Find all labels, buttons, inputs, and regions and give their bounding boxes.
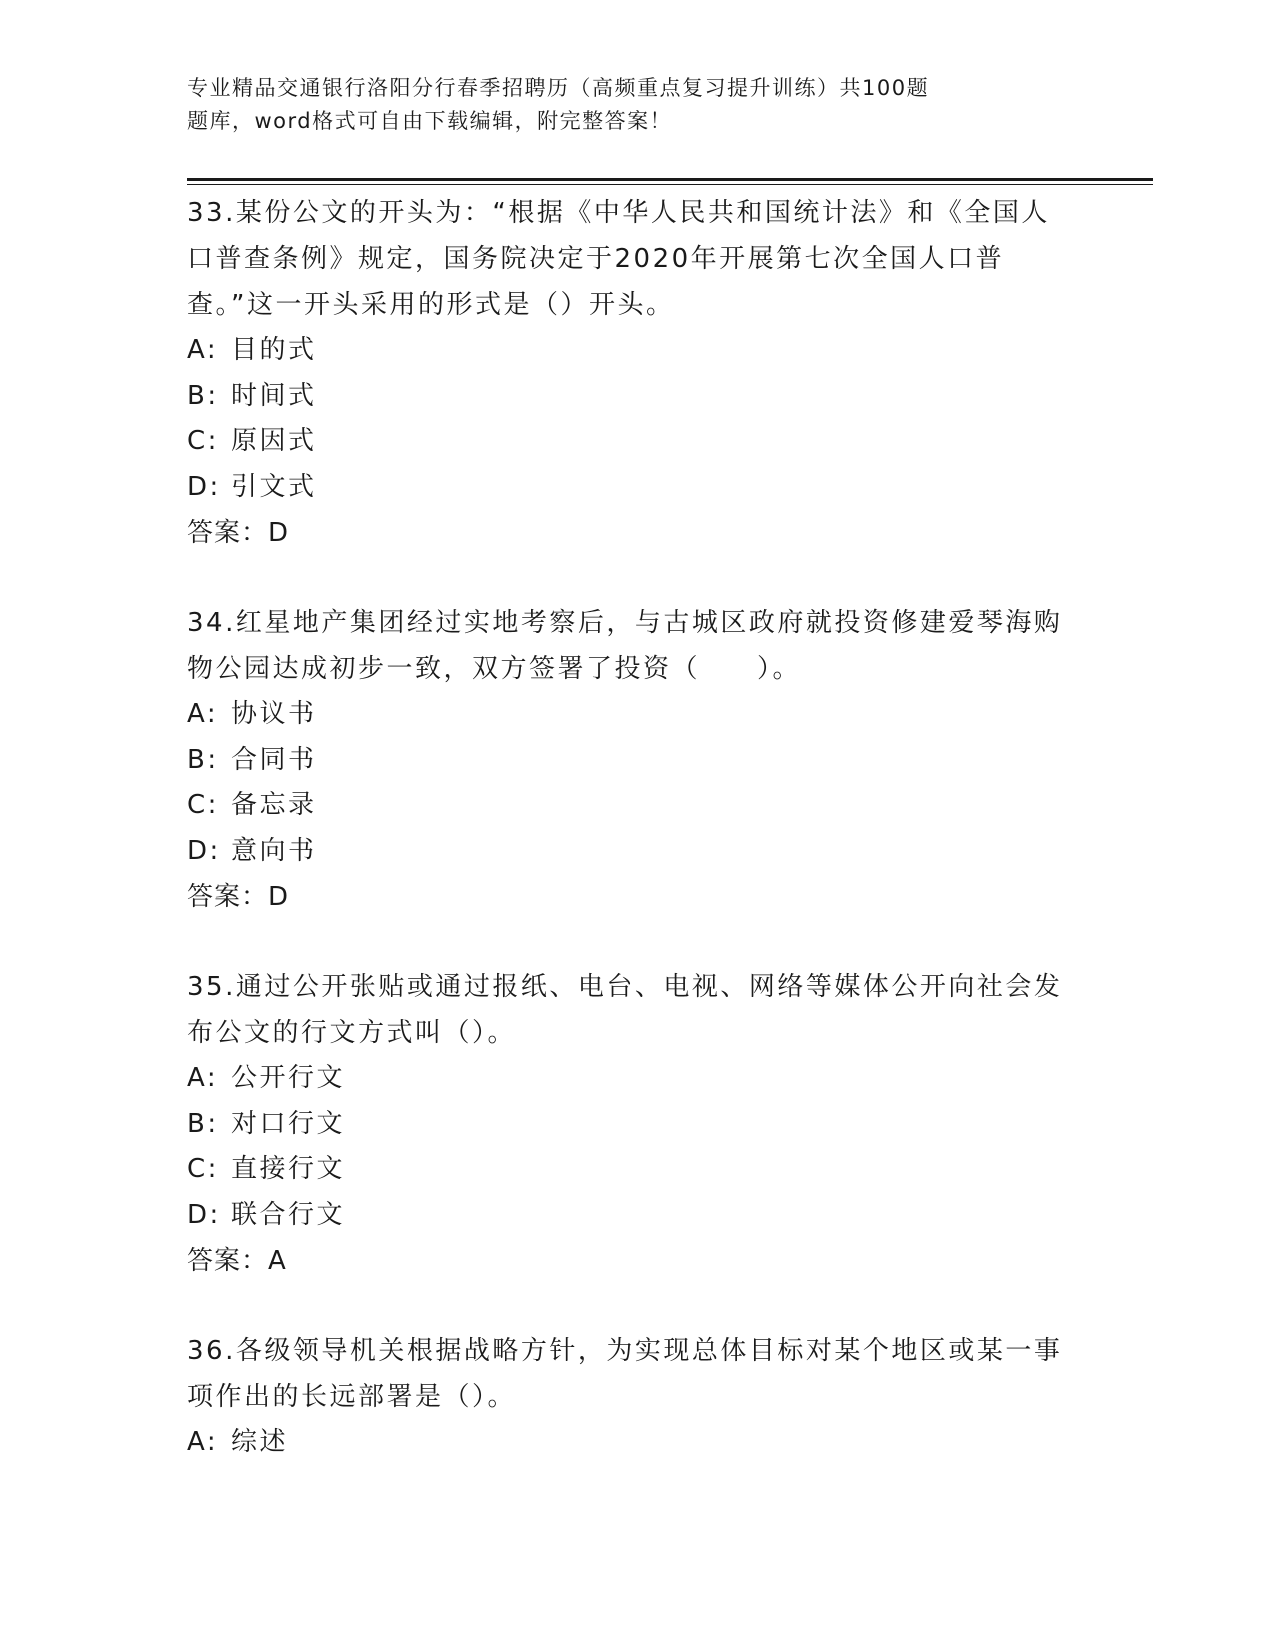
- option-letter: B:: [187, 744, 219, 775]
- question-list: [187, 190, 1077, 1510]
- option-letter: B:: [187, 380, 219, 411]
- option-text: 时间式: [231, 380, 317, 411]
- header-divider-thin: [187, 184, 1153, 185]
- option-c: [187, 419, 1077, 465]
- question-stem: 34.红星地产集团经过实地考察后，与古城区政府就投资修建爱琴海购物公园达成初步一致，双方签署了投资（ ）。: [187, 608, 1063, 684]
- option-letter: B:: [187, 1108, 219, 1139]
- document-header: [187, 72, 1027, 138]
- option-text: 原因式: [231, 426, 317, 456]
- question-34: [187, 600, 1077, 920]
- option-letter: A:: [187, 335, 219, 365]
- option-letter: D:: [187, 1199, 221, 1230]
- option-letter: A:: [187, 1427, 219, 1457]
- question-stem: 33.某份公文的开头为：“根据《中华人民共和国统计法》和《全国人口普查条例》规定，国务院决定于2020年开展第七次全国人口普查。”这一开头采用的形式是（）开头。: [187, 198, 1050, 320]
- option-c: [187, 783, 1077, 829]
- question-35: [187, 964, 1077, 1284]
- option-letter: C:: [187, 790, 219, 820]
- option-text: 公开行文: [231, 1063, 346, 1093]
- option-b: [187, 1102, 1077, 1148]
- header-line-2: 题库，word格式可自由下载编辑，附完整答案！: [187, 109, 673, 133]
- header-divider-thick: [187, 178, 1153, 181]
- option-text: 协议书: [231, 699, 317, 729]
- option-c: [187, 1147, 1077, 1193]
- option-letter: A:: [187, 1063, 219, 1093]
- answer-line: 答案：D: [187, 518, 290, 548]
- option-letter: D:: [187, 471, 221, 502]
- option-d: [187, 829, 1077, 875]
- option-d: [187, 465, 1077, 511]
- option-b: [187, 738, 1077, 784]
- option-letter: D:: [187, 835, 221, 866]
- option-a: [187, 1056, 1077, 1102]
- question-36: [187, 1328, 1077, 1466]
- option-a: [187, 692, 1077, 738]
- option-a: [187, 1420, 1077, 1466]
- option-text: 联合行文: [231, 1199, 346, 1230]
- option-text: 对口行文: [231, 1108, 346, 1139]
- option-text: 目的式: [231, 335, 317, 365]
- option-text: 直接行文: [231, 1154, 346, 1184]
- question-stem: 35.通过公开张贴或通过报纸、电台、电视、网络等媒体公开向社会发布公文的行文方式叫（）。: [187, 972, 1063, 1048]
- option-d: [187, 1193, 1077, 1239]
- question-33: [187, 190, 1077, 556]
- answer-line: 答案：A: [187, 1246, 287, 1276]
- option-letter: C:: [187, 1154, 219, 1184]
- option-text: 引文式: [231, 471, 317, 502]
- option-letter: A:: [187, 699, 219, 729]
- header-line-1: 专业精品交通银行洛阳分行春季招聘历（高频重点复习提升训练）共100题: [187, 76, 930, 100]
- option-text: 意向书: [231, 835, 317, 866]
- option-letter: C:: [187, 426, 219, 456]
- option-text: 合同书: [231, 744, 317, 775]
- option-a: [187, 328, 1077, 374]
- question-stem: 36.各级领导机关根据战略方针，为实现总体目标对某个地区或某一事项作出的长远部署是（）。: [187, 1336, 1063, 1412]
- answer-line: 答案：D: [187, 882, 290, 912]
- option-text: 综述: [231, 1427, 289, 1457]
- option-text: 备忘录: [231, 790, 317, 820]
- option-b: [187, 374, 1077, 420]
